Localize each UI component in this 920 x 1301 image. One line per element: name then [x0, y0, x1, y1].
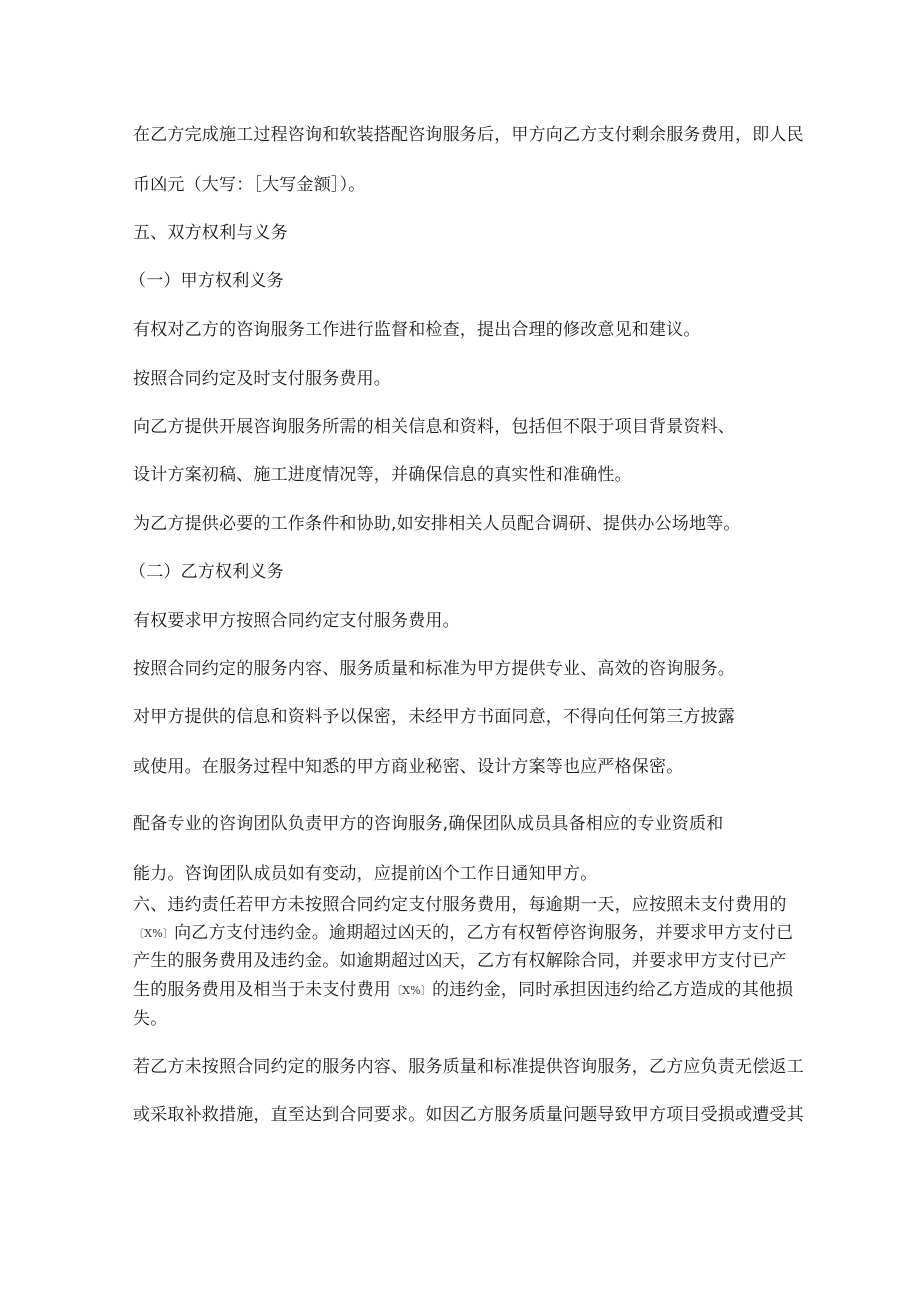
section-heading: 五、双方权利与义务	[133, 223, 288, 243]
percentage-placeholder: 〔X%〕	[133, 927, 175, 940]
percentage-placeholder: 〔X%〕	[391, 984, 433, 997]
paragraph-line: 币凶元（大写：［大写金额］）。	[133, 175, 366, 195]
subsection-heading: （一）甲方权利义务	[129, 271, 284, 291]
paragraph-line: 失。	[133, 1009, 168, 1029]
paragraph-line: 有权对乙方的咨询服务工作进行监督和检查，提出合理的修改意见和建议。	[133, 320, 701, 340]
paragraph-line: 能力。咨询团队成员如有变动，应提前凶个工作日通知甲方。	[133, 864, 598, 884]
paragraph-line: 产生的服务费用及违约金。如逾期超过凶天，乙方有权解除合同，并要求甲方支付已产	[133, 951, 787, 971]
paragraph-line	[133, 979, 793, 1002]
paragraph-line: 有权要求甲方按照合同约定支付服务费用。	[133, 611, 460, 631]
paragraph-line: 按照合同约定及时支付服务费用。	[133, 369, 391, 389]
paragraph-line: 在乙方完成施工过程咨询和软装搭配咨询服务后，甲方向乙方支付剩余服务费用，即人民	[133, 125, 804, 145]
paragraph-text: 向乙方支付违约金。逾期超过凶天的，乙方有权暂停咨询服务，并要求甲方支付已	[174, 923, 794, 943]
section-heading: 六、违约责任若甲方未按照合同约定支付服务费用，每逾期一天，应按照未支付费用的	[133, 895, 787, 915]
paragraph-text: 的违约金，同时承担因违约给乙方造成的其他损	[432, 980, 794, 1000]
paragraph-line: 或采取补救措施，直至达到合同要求。如因乙方服务质量问题导致甲方项目受损或遭受其	[133, 1105, 804, 1125]
paragraph-line: 设计方案初稿、施工进度情况等，并确保信息的真实性和准确性。	[133, 465, 632, 485]
paragraph-line: 为乙方提供必要的工作条件和协助,如安排相关人员配合调研、提供办公场地等。	[133, 514, 741, 534]
paragraph-line: 按照合同约定的服务内容、服务质量和标准为甲方提供专业、高效的咨询服务。	[133, 659, 735, 679]
paragraph-line: 若乙方未按照合同约定的服务内容、服务质量和标准提供咨询服务，乙方应负责无偿返工	[133, 1057, 804, 1077]
paragraph-line: 配备专业的咨询团队负责甲方的咨询服务,确保团队成员具备相应的专业资质和	[133, 814, 724, 834]
paragraph-line: 或使用。在服务过程中知悉的甲方商业秘密、设计方案等也应严格保密。	[133, 757, 684, 777]
paragraph-text: 生的服务费用及相当于未支付费用	[133, 980, 391, 1000]
paragraph-line: 向乙方提供开展咨询服务所需的相关信息和资料，包括但不限于项目背景资料、	[133, 417, 735, 437]
paragraph-line: 对甲方提供的信息和资料予以保密，未经甲方书面同意，不得向任何第三方披露	[133, 707, 735, 727]
paragraph-line	[133, 922, 793, 945]
subsection-heading: （二）乙方权利义务	[129, 562, 284, 582]
